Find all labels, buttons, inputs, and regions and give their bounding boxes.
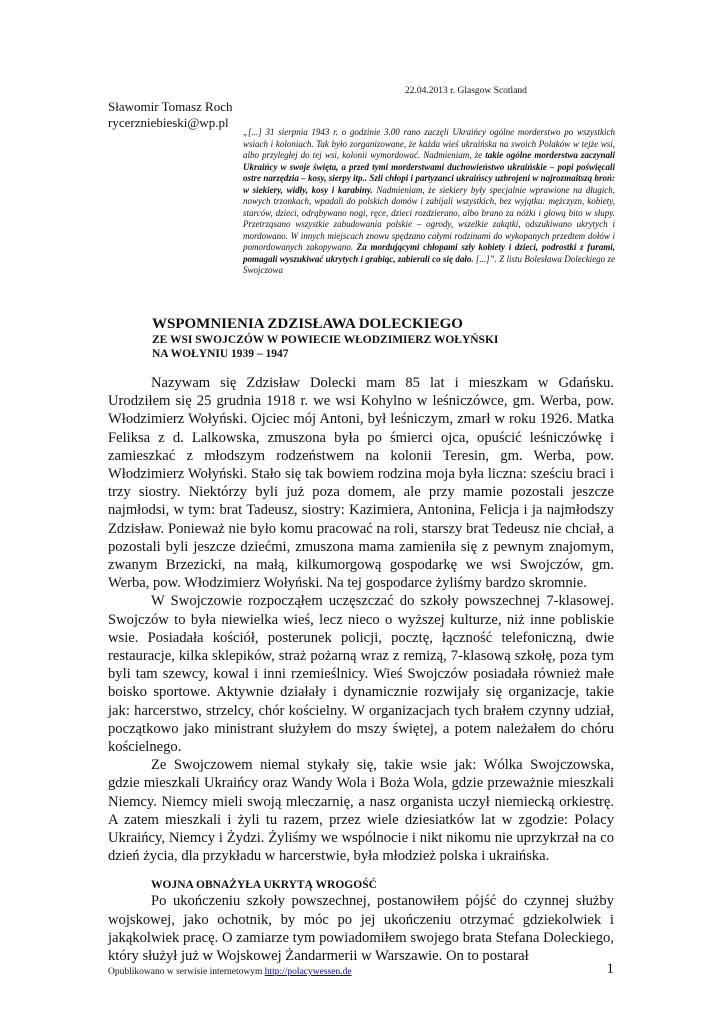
- footer-website-link[interactable]: http://polacywessen.de: [264, 967, 352, 977]
- epigraph-text-2: Nadmieniam, że siekiery były specjalnie wprawione na długich, nowych trzonkach, wpadali do polskich domów i zabijali wszystkich, bez wyjątku: mężczyzn, kobiety, starców, dzieci, odrąbywano nogi, ręce, dzieci rozdzierano, albo brano za nóżki i głową bito w słupy. Przetrząsano wszystkie zabudowania polskie – ogrody, wszelkie zakątki, odszukiwano ukrytych i mordowano. W innych miejscach znowu spędzano całymi rodzinami do wykopanych przedtem dołów i pomordowanych zakopywano.: [243, 184, 615, 252]
- page-number: 1: [606, 961, 614, 977]
- subtitle-line-2: NA WOŁYNIU 1939 – 1947: [152, 348, 289, 360]
- article-body: [108, 374, 614, 965]
- epigraph-bold-2: Za mordującymi chłopami szły kobiety i dzieci, podrostki z furami, pomagali wyszukiwać ukrytych i grabiąc, zabierali co się dało.: [243, 242, 616, 264]
- paragraph-2: W Swojczowie rozpocząłem uczęszczać do szkoły powszechnej 7-klasowej. Swojczów to była niewielka wieś, lecz nieco o wyższej kulturze, niż inne pobliskie wsie. Posiadała kościół, posterunek policji, pocztę, łączność telefoniczną, dwie restauracje, kilka sklepików, straż pożarną wraz z remizą, 7-klasową szkołę, poza tym byli tam szewcy, kowal i inni rzemieślnicy. Wieś Swojczów posiadała również małe boisko sportowe. Aktywnie działały i dynamicznie rozwijały się organizacje, takie jak: harcerstwo, strzelcy, chór kościelny. W organizacjach tych brałem czynny udział, początkowo jako ministrant służyłem do mszy świętej, a potem należałem do chóru kościelnego.: [108, 593, 614, 756]
- author-email: rycerzniebieski@wp.pl: [108, 115, 229, 130]
- footer-published-text: Opublikowano w serwisie internetowym: [108, 967, 265, 977]
- epigraph-text-3: [...]”. Z listu Bolesława Doleckiego ze Swojczowa: [243, 253, 616, 275]
- section-heading: WOJNA OBNAŻYŁA UKRYTĄ WROGOŚĆ: [151, 879, 377, 892]
- epigraph-text-1: „[...] 31 sierpnia 1943 r. o godzinie 3.00 rano zaczęli Ukraińcy ogólne morderstwo po wszystkich wsiach i koloniach. Tak było zorganizowane, że każda wieś ukraińska na swoich Polaków w tejże wsi, albo przyległej do tej wsi, kolonii wymordować. Nadmieniam, że: [243, 127, 615, 160]
- main-title: WSPOMNIENIA ZDZISŁAWA DOLECKIEGO: [152, 316, 463, 332]
- subtitle-line-1: ZE WSI SWOJCZÓW W POWIECIE WŁODZIMIERZ WOŁYŃSKI: [152, 334, 499, 346]
- epigraph-quote: [243, 127, 615, 277]
- epigraph-bold-1: takie ogólne morderstwa zaczynali Ukraińcy w swoje święta, a przed tymi morderstwami duchowieństwo ukraińskie – popi poświęcali ostre narzędzia – kosy, sierpy itp.. Szli chłopi i partyzanci ukraińscy uzbrojeni w najrozmaitszą broń: w siekiery, widły, kosy i karabiny.: [243, 150, 615, 195]
- title-block: [152, 315, 498, 361]
- page-footer: [108, 961, 614, 977]
- author-block: [108, 99, 233, 131]
- paragraph-4: Po ukończeniu szkoły powszechnej, postanowiłem pójść do czynnej służby wojskowej, jako ochotnik, by móc po jej ukończeniu otrzymać gdziekolwiek i jakąkolwiek pracę. O zamiarze tym powiadomiłem swojego brata Stefana Doleckiego, który służył już w Wojskowej Żandarmerii w Warszawie. On to postarał: [108, 893, 614, 965]
- paragraph-3: Ze Swojczowem niemal stykały się, takie wsie jak: Wólka Swojczowska, gdzie mieszkali Ukraińcy oraz Wandy Wola i Boża Wola, gdzie przeważnie mieszkali Niemcy. Niemcy mieli swoją mleczarnię, a nasz organista uczył niemiecką orkiestrę. A zatem mieszkali i żyli tu razem, przez wiele dziesiatków lat w zgodzie: Polacy Ukraińcy, Niemcy i Żydzi. Żyliśmy we wspólnocie i nikt nikomu nie uprzykrzał na co dzień życia, dla przykładu w harcerstwie, była młodzież polska i ukraińska.: [108, 757, 614, 865]
- author-name: Sławomir Tomasz Roch: [108, 99, 233, 114]
- document-date: 22.04.2013 r. Glasgow Scotland: [405, 86, 527, 96]
- paragraph-1: Nazywam się Zdzisław Dolecki mam 85 lat i mieszkam w Gdańsku. Urodziłem się 25 grudnia 1918 r. we wsi Kohylno w leśniczówce, gm. Werba, pow. Włodzimierz Wołyński. Ojciec mój Antoni, był leśniczym, zmarł w roku 1926. Matka Feliksa z d. Lalkowska, zmuszona była po śmierci ojca, opuścić leśniczówkę i zamieszkać z młodszym rodzeństwem na kolonii Teresin, gm. Werba, pow. Włodzimierz Wołyński. Stało się tak bowiem rodzina moja była liczna: sześciu braci i trzy siostry. Niektórzy byli już poza domem, ale przy mamie pozostali jeszcze najmłodsi, w tym: brat Tadeusz, siostry: Kazimiera, Antonina, Felicja i ja najmłodszy Zdzisław. Ponieważ nie było komu pracować na roli, starszy brat Tedeusz nie chciał, a pozostali byli jeszcze dziećmi, zmuszona mama zamieniła się z pewnym znajomym, zwanym Brzezicki, na małą, kilkumorgową gospodarkę we wsi Swojczów, gm. Werba, pow. Włodzimierz Wołyński. Na tej gospodarce żyliśmy bardzo skromnie.: [108, 375, 614, 592]
